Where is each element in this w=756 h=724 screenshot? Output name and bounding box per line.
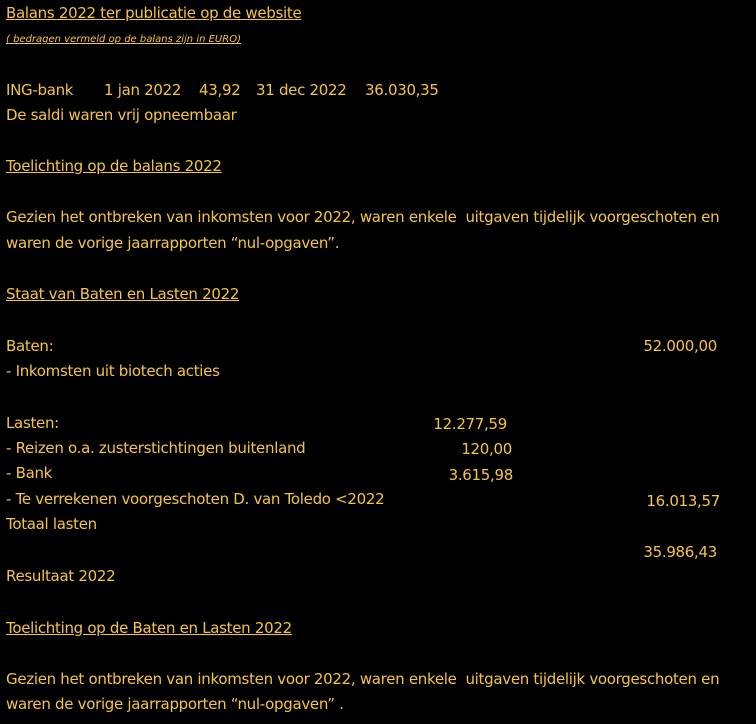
bank-end-amount: 36.030,35 [365, 81, 439, 99]
bank-start-date: 1 jan 2022 [104, 81, 182, 99]
toelichting-baten-line-2: waren de vorige jaarrapporten “nul-opgaven” . [6, 695, 344, 713]
lasten-label: Lasten: [6, 414, 59, 432]
lasten-item-label: - Te verrekenen voorgeschoten D. van Toledo <2022 [6, 490, 385, 508]
saldi-note: De saldi waren vrij opneembaar [6, 106, 237, 124]
resultaat-label: Resultaat 2022 [6, 567, 116, 585]
baten-label: Baten: [6, 337, 54, 355]
lasten-first-amount: 12.277,59 [433, 415, 507, 433]
currency-note: ( bedragen vermeld op de balans zijn in EURO) [6, 34, 241, 45]
bank-name: ING-bank [6, 81, 74, 99]
toelichting-balans-line-2: waren de vorige jaarrapporten “nul-opgaven”. [6, 234, 340, 252]
totaal-lasten-label: Totaal lasten [6, 515, 97, 533]
toelichting-baten-heading: Toelichting op de Baten en Lasten 2022 [6, 619, 292, 637]
lasten-item-label: - Bank [6, 464, 53, 482]
toelichting-baten-line-1: Gezien het ontbreken van inkomsten voor 2022, waren enkele uitgaven tijdelijk voorgeschoten en [6, 670, 720, 688]
toelichting-balans-heading: Toelichting op de balans 2022 [6, 157, 222, 175]
bank-start-amount: 43,92 [199, 81, 241, 99]
lasten-item-amount: 120,00 [461, 440, 512, 458]
baten-total: 52.000,00 [643, 337, 717, 355]
lasten-item-amount: 16.013,57 [646, 492, 720, 510]
resultaat-amount: 35.986,43 [643, 543, 717, 561]
staat-heading: Staat van Baten en Lasten 2022 [6, 285, 240, 303]
lasten-item-amount: 3.615,98 [448, 466, 513, 484]
lasten-item-label: - Reizen o.a. zusterstichtingen buitenland [6, 439, 306, 457]
baten-item-label: - Inkomsten uit biotech acties [6, 362, 220, 380]
bank-end-date: 31 dec 2022 [256, 81, 347, 99]
page-title: Balans 2022 ter publicatie op de website [6, 4, 302, 22]
toelichting-balans-line-1: Gezien het ontbreken van inkomsten voor 2022, waren enkele uitgaven tijdelijk voorgeschoten en [6, 208, 720, 226]
